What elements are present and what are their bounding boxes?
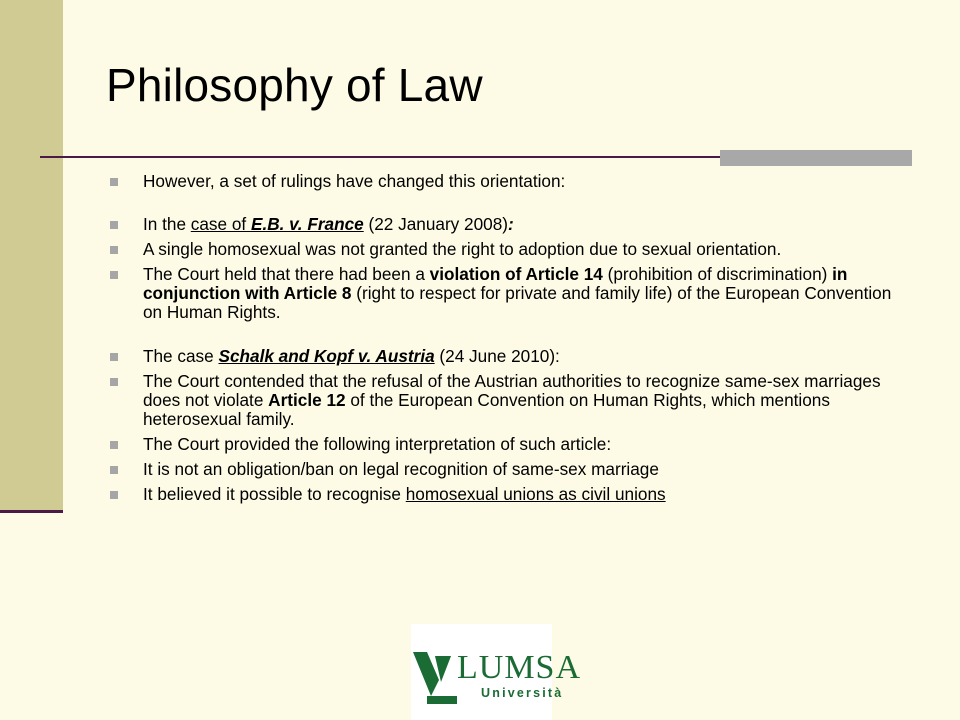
- logo-subtitle: Università: [481, 686, 564, 700]
- bullet-item-2: [110, 215, 900, 234]
- bullet-item-5: [110, 347, 900, 366]
- bullet-item-7: [110, 435, 900, 454]
- bullet-text: The Court provided the following interpretation of such article:: [143, 434, 612, 454]
- title-accent-bar: [720, 150, 912, 166]
- bullet-item-4: [110, 265, 900, 322]
- slide-title: Philosophy of Law: [106, 59, 483, 111]
- square-bullet-icon: [110, 491, 118, 499]
- bullet-text-prefix: The case: [143, 346, 219, 366]
- square-bullet-icon: [110, 466, 118, 474]
- lumsa-logo: [411, 624, 582, 720]
- case-name: Schalk and Kopf v. Austria: [218, 346, 435, 366]
- bullet-text-prefix: In the: [143, 214, 191, 234]
- bullet-text: It is not an obligation/ban on legal recognition of same-sex marriage: [143, 459, 659, 479]
- bullet-text-prefix: It believed it possible to recognise: [143, 484, 406, 504]
- left-decorative-band: [0, 0, 63, 512]
- bullet-item-6: [110, 372, 900, 429]
- case-colon: :: [508, 214, 514, 234]
- bullet-item-1: [110, 172, 900, 191]
- bold-conjunction: in conjunction with Article 8: [143, 264, 848, 303]
- square-bullet-icon: [110, 221, 118, 229]
- square-bullet-icon: [110, 246, 118, 254]
- case-of-link: case of: [190, 214, 251, 234]
- square-bullet-icon: [110, 378, 118, 386]
- bullet-text: A single homosexual was not granted the right to adoption due to sexual orientation.: [143, 239, 782, 259]
- square-bullet-icon: [110, 441, 118, 449]
- bullet-text-part: The Court contended that the refusal of the Austrian authorities to recognize same-sex marriages does not violate: [143, 371, 881, 410]
- bullet-item-3: [110, 240, 900, 259]
- square-bullet-icon: [110, 178, 118, 186]
- case-date: (24 June 2010):: [434, 346, 560, 366]
- square-bullet-icon: [110, 271, 118, 279]
- bullet-item-8: [110, 460, 900, 479]
- underlined-phrase: homosexual unions as civil unions: [405, 484, 666, 504]
- left-band-rule: [0, 510, 63, 513]
- case-date: (22 January 2008): [363, 214, 508, 234]
- square-bullet-icon: [110, 353, 118, 361]
- bold-article-12: Article 12: [268, 390, 346, 410]
- bullet-text: However, a set of rulings have changed this orientation:: [143, 171, 566, 191]
- bullet-text-part: The Court held that there had been a: [143, 264, 430, 284]
- bullet-item-9: [110, 485, 900, 504]
- logo-wordmark: LUMSA: [457, 649, 582, 686]
- bullet-list: [110, 172, 900, 504]
- bullet-text-part: of the European Convention on Human Rights, which mentions heterosexual family.: [143, 390, 830, 429]
- bold-violation: violation of Article 14: [429, 264, 603, 284]
- bullet-text-part: (right to respect for private and family life) of the European Convention on Human Rights.: [143, 283, 892, 322]
- case-name: E.B. v. France: [250, 214, 364, 234]
- leaf-logo-icon: [413, 652, 457, 704]
- bullet-text-part: (prohibition of discrimination): [602, 264, 833, 284]
